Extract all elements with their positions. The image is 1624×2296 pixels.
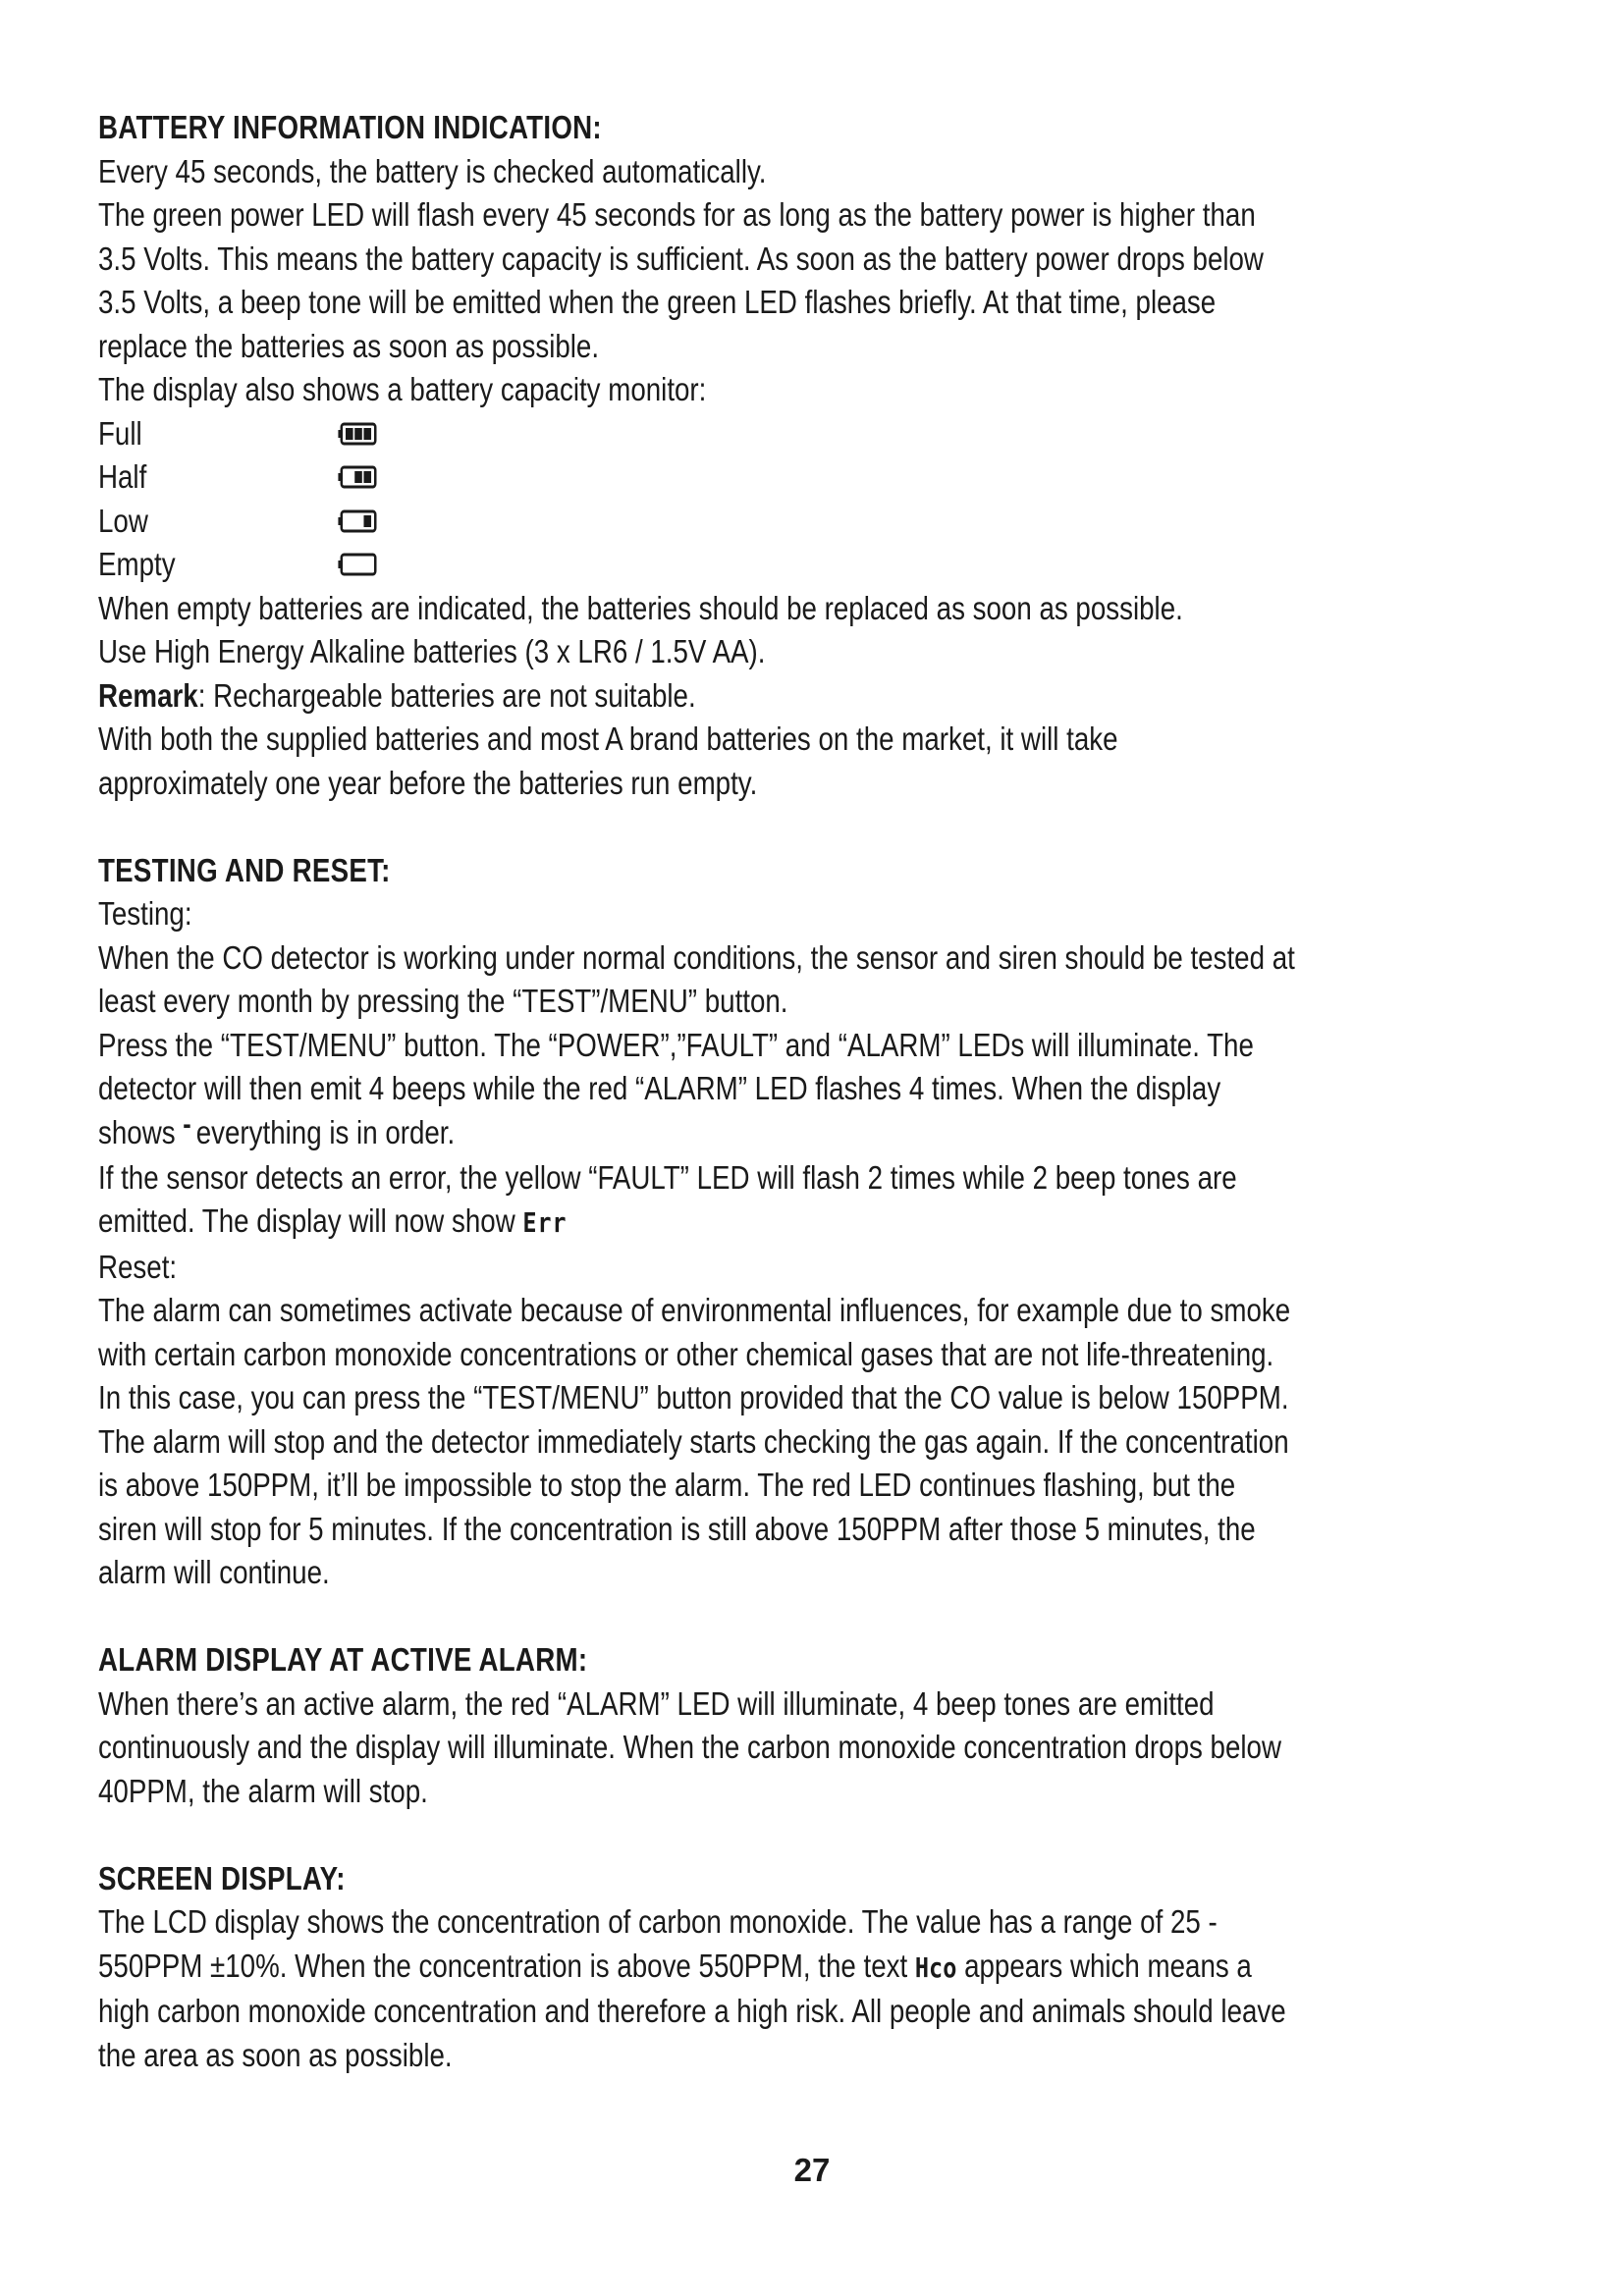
screen-line: high carbon monoxide concentration and therefore a high risk. All people and animals should leave — [98, 1993, 1286, 2030]
battery-line: The display also shows a battery capacity monitor: — [98, 371, 707, 407]
battery-level-label: Half — [98, 458, 147, 495]
testing-line: When the CO detector is working under normal conditions, the sensor and siren should be tested at — [98, 938, 1295, 976]
err-prefix: emitted. The display will now show — [98, 1202, 523, 1240]
lcd-hco-symbol: Hco — [914, 1950, 957, 1984]
reset-line: The alarm will stop and the detector immediately starts checking the gas again. If the concentration — [98, 1422, 1289, 1460]
screen-line: The LCD display shows the concentration of carbon monoxide. The value has a range of 25 - — [98, 1903, 1218, 1941]
reset-line: siren will stop for 5 minutes. If the concentration is still above 150PPM after those 5 minutes, the — [98, 1510, 1256, 1547]
testing-heading: TESTING AND RESET: — [98, 851, 391, 888]
alarm-line: When there’s an active alarm, the red “ALARM” LED will illuminate, 4 beep tones are emitted — [98, 1684, 1215, 1722]
battery-empty-icon — [338, 553, 377, 576]
battery-level-label: Empty — [98, 546, 176, 582]
testing-line: Press the “TEST/MENU” button. The “POWER”,”FAULT” and “ALARM” LEDs will illuminate. The — [98, 1026, 1254, 1063]
shows-suffix: everything is in order. — [195, 1113, 456, 1150]
battery-line: 3.5 Volts. This means the battery capacity is sufficient. As soon as the battery power drops below — [98, 240, 1264, 277]
lcd-err-symbol: Err — [522, 1206, 568, 1240]
battery-level-empty — [98, 543, 1319, 587]
remark-line — [98, 674, 1319, 719]
testing-line — [98, 1107, 1319, 1156]
hco-suffix: appears which means a — [956, 1947, 1252, 1984]
battery-line: With both the supplied batteries and most A brand batteries on the market, it will take — [98, 721, 1118, 757]
battery-line: approximately one year before the batteries run empty. — [98, 764, 758, 801]
testing-line: detector will then emit 4 beeps while the red “ALARM” LED flashes 4 times. When the display — [98, 1070, 1221, 1106]
battery-full-icon — [338, 422, 377, 446]
reset-line: is above 150PPM, it’ll be impossible to stop the alarm. The red LED continues flashing, but the — [98, 1467, 1236, 1504]
screen-line — [98, 1945, 1319, 1991]
remark-text: : Rechargeable batteries are not suitable. — [197, 676, 696, 714]
testing-section — [98, 849, 1319, 1595]
hco-prefix: 550PPM ±10%. When the concentration is above 550PPM, the text — [98, 1947, 915, 1984]
testing-subheading: Testing: — [98, 895, 192, 932]
battery-line: The green power LED will flash every 45 seconds for as long as the battery power is higher than — [98, 196, 1256, 233]
battery-line: 3.5 Volts, a beep tone will be emitted when the green LED flashes briefly. At that time, please — [98, 284, 1217, 320]
reset-line: In this case, you can press the “TEST/MENU” button provided that the CO value is below 150PPM. — [98, 1379, 1289, 1416]
page-number: 27 — [793, 2152, 831, 2188]
alarm-line: 40PPM, the alarm will stop. — [98, 1772, 428, 1809]
screen-section — [98, 1857, 1319, 2078]
battery-half-icon — [338, 465, 377, 489]
battery-level-label: Low — [98, 502, 148, 539]
battery-level-half — [98, 455, 1319, 500]
testing-line: If the sensor detects an error, the yellow “FAULT” LED will flash 2 times while 2 beep tones are — [98, 1158, 1237, 1196]
reset-line: alarm will continue. — [98, 1554, 330, 1591]
lcd-dash-symbol: - — [183, 1107, 191, 1141]
battery-heading: BATTERY INFORMATION INDICATION: — [98, 109, 602, 145]
remark-label: Remark — [98, 676, 198, 714]
shows-prefix: shows — [98, 1113, 184, 1150]
screen-line: the area as soon as possible. — [98, 2036, 453, 2073]
battery-line: Every 45 seconds, the battery is checked automatically. — [98, 152, 767, 189]
screen-heading: SCREEN DISPLAY: — [98, 1859, 346, 1896]
battery-line: replace the batteries as soon as possible. — [98, 327, 600, 364]
reset-subheading: Reset: — [98, 1248, 178, 1285]
reset-line: with certain carbon monoxide concentrations or other chemical gases that are not life-threatening. — [98, 1335, 1274, 1372]
testing-line: least every month by pressing the “TEST”/MENU” button. — [98, 983, 788, 1019]
battery-section — [98, 106, 1319, 805]
page-content — [98, 106, 1319, 2121]
testing-line — [98, 1200, 1319, 1246]
reset-line: The alarm can sometimes activate because of environmental influences, for example due to smoke — [98, 1292, 1291, 1329]
battery-low-icon — [338, 509, 377, 533]
alarm-line: continuously and the display will illuminate. When the carbon monoxide concentration drops below — [98, 1729, 1281, 1766]
alarm-section — [98, 1638, 1319, 1813]
alarm-heading: ALARM DISPLAY AT ACTIVE ALARM: — [98, 1641, 588, 1679]
battery-line: When empty batteries are indicated, the batteries should be replaced as soon as possible. — [98, 589, 1183, 626]
battery-level-full — [98, 412, 1319, 456]
battery-line: Use High Energy Alkaline batteries (3 x LR6 / 1.5V AA). — [98, 633, 766, 669]
battery-level-low — [98, 500, 1319, 544]
battery-level-label: Full — [98, 414, 142, 452]
